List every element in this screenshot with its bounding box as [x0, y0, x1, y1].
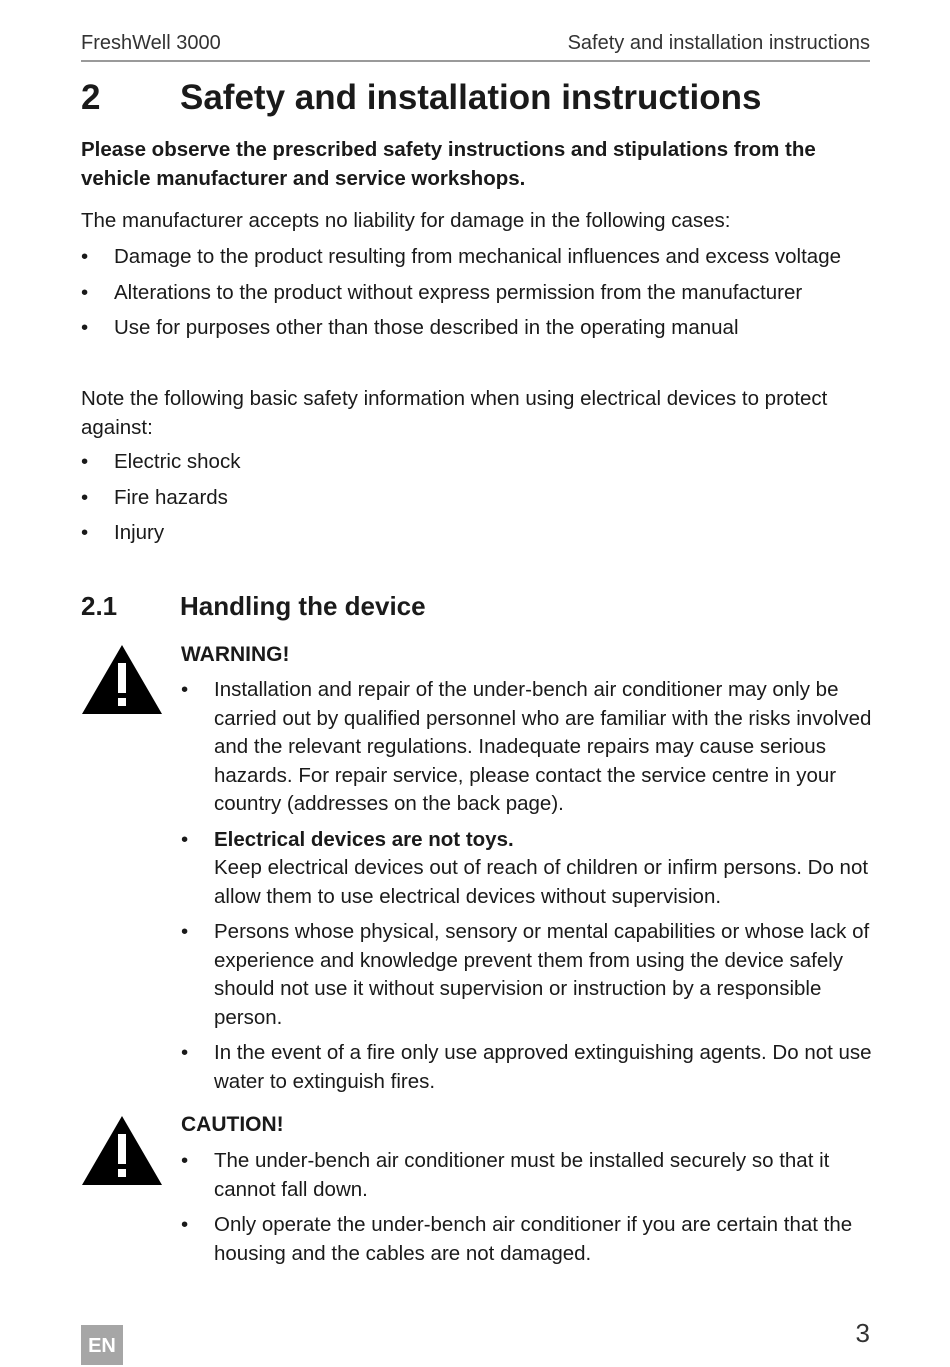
list-item: • Electrical devices are not toys. Keep electrical devices out of reach of children or infirm persons. Do not allow them to use electrical devices without supervision. [181, 827, 869, 908]
header-section: Safety and installation instructions [567, 32, 870, 54]
page-header [81, 30, 870, 62]
warning-triangle-icon [81, 643, 163, 715]
list-item: • Only operate the under-bench air conditioner if you are certain that the housing and the cables are not damaged. [181, 1213, 853, 1265]
subsection-number: 2.1 [81, 591, 118, 621]
bullet-icon: • [181, 1149, 189, 1172]
list-item: • In the event of a fire only use approved extinguishing agents. Do not use water to extinguish fires. [181, 1041, 872, 1093]
list-item: • Alterations to the product without express permission from the manufacturer [114, 279, 884, 308]
bullet-icon: • [81, 450, 89, 473]
liability-paragraph: The manufacturer accepts no liability for damage in the following cases: [81, 209, 731, 232]
bullet-icon: • [181, 1041, 189, 1064]
list-item: • Injury [114, 519, 884, 548]
subsection-title: Handling the device [180, 591, 426, 621]
bullet-icon: • [181, 920, 189, 943]
bullet-icon: • [181, 678, 189, 701]
section-number: 2 [81, 78, 101, 117]
bullet-icon: • [181, 1213, 189, 1236]
basic-safety-paragraph: Note the following basic safety information when using electrical devices to protect against: [81, 387, 828, 439]
list-item: • Use for purposes other than those described in the operating manual [114, 314, 884, 343]
caution-label: CAUTION! [181, 1113, 284, 1136]
bullet-icon: • [81, 521, 89, 544]
bullet-icon: • [81, 316, 89, 339]
bullet-icon: • [81, 280, 89, 304]
warning-label: WARNING! [181, 643, 290, 666]
caution-list [181, 1147, 872, 1275]
warning-list [181, 676, 872, 1103]
language-badge: EN [81, 1325, 123, 1365]
list-item: • The under-bench air conditioner must be installed securely so that it cannot fall down. [181, 1149, 830, 1201]
basic-safety-list [81, 448, 884, 555]
bullet-icon: • [181, 827, 189, 851]
list-item: • Installation and repair of the under-bench air conditioner may only be carried out by qualified personnel who are familiar with the risks involved and the relevant regulations. Inadequate repairs may cause serious hazards. For repair service, please contact the service centre in your country (addresses on the back page). [181, 678, 872, 815]
section-title: Safety and installation instructions [180, 78, 762, 117]
list-item: • Electric shock [114, 448, 884, 477]
page-number: 3 [855, 1318, 870, 1348]
caution-triangle-icon [81, 1114, 163, 1186]
intro-bold-paragraph: Please observe the prescribed safety instructions and stipulations from the vehicle manufacturer and service workshops. [81, 138, 816, 190]
bullet-icon: • [81, 485, 89, 509]
header-product: FreshWell 3000 [81, 32, 221, 54]
liability-list [81, 243, 884, 350]
list-item: • Persons whose physical, sensory or mental capabilities or whose lack of experience and knowledge prevent them from using the device safely should not use it without supervision or instruction by a responsible person. [181, 920, 870, 1029]
list-item: • Damage to the product resulting from mechanical influences and excess voltage [114, 243, 884, 272]
bullet-icon: • [81, 245, 89, 268]
list-item: • Fire hazards [114, 484, 884, 513]
